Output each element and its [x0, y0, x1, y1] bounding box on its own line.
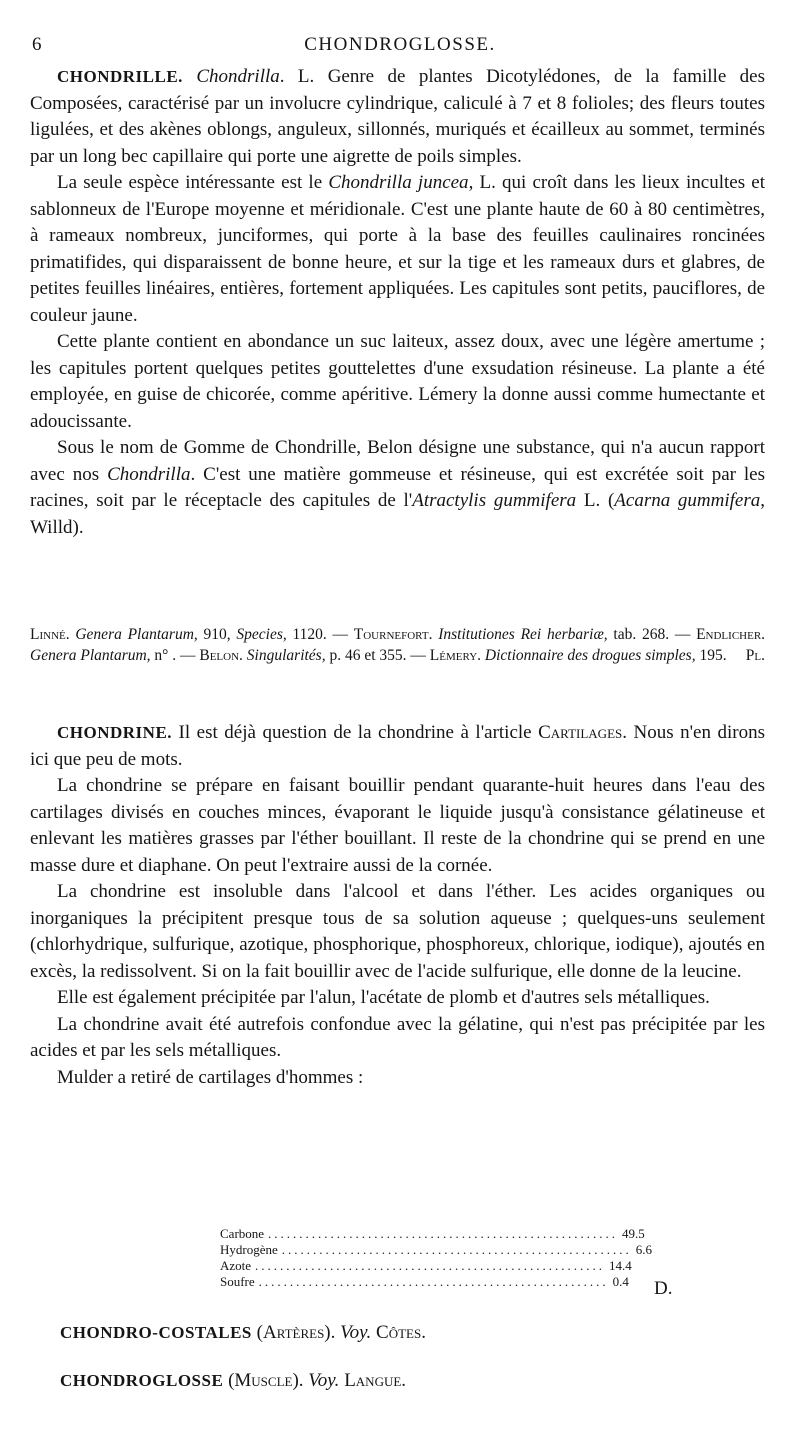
page-number: 6 — [32, 34, 42, 55]
composition-row: Azote ........................................................ 14.4 — [220, 1258, 632, 1273]
author-signature-d: D. — [654, 1278, 673, 1299]
chondrille-paragraph-3: Cette plante contient en abondance un suc laiteux, assez doux, avec une légère amertume ; les capitules portent quelques petites gouttelettes d'une exsudation résineuse. La plante a été employée, en guise de chicorée, comme apéritive. Lémery la donne aussi comme humectante et adoucissante. — [30, 331, 765, 432]
cross-reference-cotes: Côtes. — [371, 1322, 426, 1343]
bibliography-block — [30, 624, 765, 666]
headword-chondrine: CHONDRINE. — [57, 723, 173, 742]
entry-chondroglosse: CHONDROGLOSSE (Muscle). Voy. Langue. — [60, 1370, 407, 1391]
entry-chondrille — [30, 64, 765, 541]
chondrine-paragraph-5: La chondrine avait été autrefois confondue avec la gélatine, qui n'est pas précipitée par les acides et par les sels métalliques. — [30, 1013, 765, 1061]
chondrine-paragraph-6: Mulder a retiré de cartilages d'hommes : — [57, 1066, 364, 1088]
cross-reference-langue: Langue. — [339, 1370, 407, 1391]
composition-row: Soufre ........................................................ 0.4 — [220, 1274, 629, 1289]
bibliography: Linné. Genera Plantarum, 910, Species, 1120. — Tournefort. Institutiones Rei herbariæ, tab. 268. — Endlicher. Genera Plantarum, n° . — Belon. Singularités, p. 46 et 355. — Lémery. Dictionnaire des drogues simples, 195. Pl. — [30, 626, 766, 664]
chondrine-paragraph-4: Elle est également précipitée par l'alun, l'acétate de plomb et d'autres sels métalliques. — [57, 987, 710, 1008]
page-header — [30, 34, 770, 60]
species-name: Chondrilla juncea — [328, 172, 469, 193]
composition-row: Hydrogène ........................................................ 6.6 — [220, 1242, 653, 1257]
cross-reference-cartilages: Cartilages — [538, 722, 623, 743]
chondrine-paragraph-3: La chondrine est insoluble dans l'alcool et dans l'éther. Les acides organiques ou inorganiques la précipitent presque tous de sa solution aqueuse ; quelques-uns seulement (chlorhydrique, sulfurique, azotique, phosphorique, phosphoreux, chlorique, iodique), ajoutés en excès, la redissolvent. Si on la fait bouillir avec de l'acide sulfurique, elle donne de la leucine. — [30, 881, 765, 982]
chondrille-paragraph-4: Sous le nom de Gomme de Chondrille, Belon désigne une substance, qui n'a aucun rapport avec nos Chondrilla. C'est une matière gommeuse et résineuse, qui est excrétée soit par les racines, soit par le réceptacle des capitules de l'Atractylis gummifera L. (Acarna gummifera, Willd). — [30, 437, 766, 538]
chondrille-paragraph-2: La seule espèce intéressante est le Chondrilla juncea, L. qui croît dans les lieux incultes et sablonneux de l'Europe moyenne et méridionale. C'est une plante haute de 60 à 80 centimètres, à rameaux nombreux, junciformes, qui porte à la base des feuilles caulinaires roncinées primatifides, qui disparaissent de bonne heure, et sur la tige et les rameaux durs et glabres, de petites feuilles linéaires, entières, fortement appliquées. Les capitules sont petits, pauciflores, de couleur jaune. — [30, 172, 765, 326]
chondrille-paragraph-1: CHONDRILLE. Chondrilla. L. Genre de plantes Dicotylédones, de la famille des Composées, caractérisé par un involucre cylindrique, caliculé à 7 et 8 folioles; des fleurs toutes ligulées, et des akènes oblongs, anguleux, sillonnés, muriqués et écailleux au sommet, terminés par un long bec capillaire qui porte une aigrette de poils simples. — [30, 66, 766, 167]
running-title: CHONDROGLOSSE. — [304, 34, 496, 55]
chondrine-paragraph-1: CHONDRINE. Il est déjà question de la chondrine à l'article Cartilages. Nous n'en dirons ici que peu de mots. — [30, 722, 765, 770]
entry-chondro-costales: CHONDRO-COSTALES (Artères). Voy. Côtes. — [60, 1322, 426, 1343]
chondrine-paragraph-2: La chondrine se prépare en faisant bouillir pendant quarante-huit heures dans l'eau des cartilages divisés en couches minces, évaporant le liquide jusqu'à consistance gélatineuse et enlevant les matières grasses par l'éther bouillant. Il reste de la chondrine qui se prend en une masse dure et diaphane. On peut l'extraire aussi de la cornée. — [30, 775, 765, 876]
entry-chondrine — [30, 720, 765, 1091]
author-signature-pl: Pl. — [745, 647, 765, 664]
latin-name: Chondrilla — [196, 66, 280, 87]
headword-chondrille: CHONDRILLE. — [57, 67, 183, 86]
composition-table — [220, 1226, 653, 1290]
composition-row: Carbone ........................................................ 49.5 — [220, 1226, 645, 1241]
